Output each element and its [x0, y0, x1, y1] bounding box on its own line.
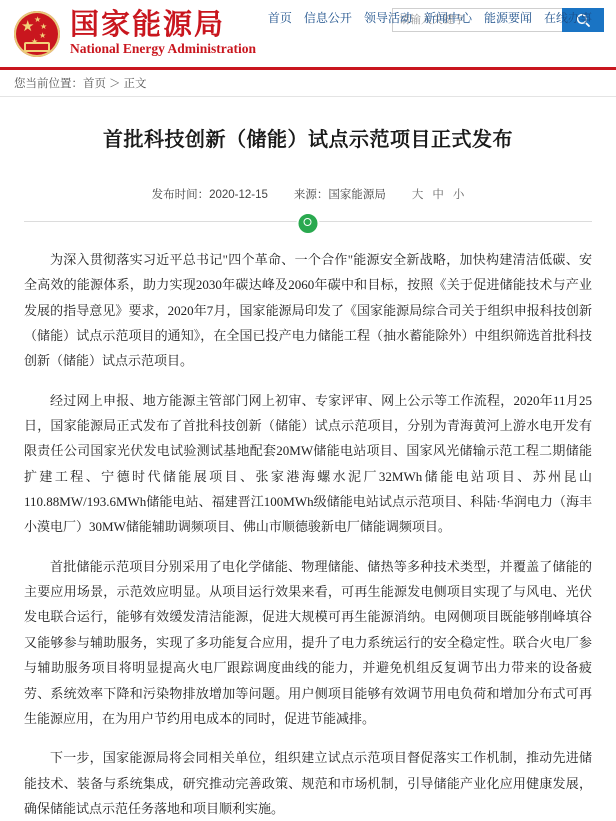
nav-item-energy-news[interactable]: 能源要闻 — [483, 11, 532, 25]
header-right-panel — [267, 8, 604, 32]
publish-date-value: 2020-12-15 — [209, 189, 268, 201]
source-value: 国家能源局 — [328, 189, 386, 201]
nav-item-news-center[interactable]: 新闻中心 — [423, 11, 472, 25]
breadcrumb-item-home[interactable]: 首页 — [83, 78, 106, 90]
nav-item-leader-activities[interactable]: 领导活动 — [363, 11, 412, 25]
emblem-star-1: ★ — [34, 14, 42, 24]
article-paragraph: 首批储能示范项目分别采用了电化学储能、物理储能、储热等多种技术类型，并覆盖了储能的主要应用场景，示范效应明显。从项目运行效果来看，可再生能源发电侧项目实现了与风电、光伏发电联合运行，能够有效缓发清洁能源，促进大规模可再生能源消纳。电网侧项目既能够削峰填谷又能够参与辅助服务，实现了多功能复合应用，提升了电力系统运行的安全稳定性。联合火电厂参与辅助服务项目将明显提高火电厂跟踪调度曲线的能力，并避免机组反复调节出力带来的设备疲劳、系统效率下降和污染物排放增加等问题。用户侧项目能够有效调节用电负荷和增加分布式可再生能源应用，在为用户节约用电成本的同时，促进节能减排。 — [24, 558, 592, 726]
breadcrumb-prefix: 您当前位置： — [14, 78, 83, 90]
publish-date — [152, 186, 268, 202]
article-meta — [24, 186, 592, 202]
source-label: 来源： — [293, 189, 329, 201]
site-header — [0, 0, 616, 70]
emblem-star-4: ★ — [31, 36, 39, 46]
publish-date-label: 发布时间： — [151, 189, 210, 201]
nav-item-info-disclosure[interactable]: 信息公开 — [303, 11, 352, 25]
brand-title-en: National Energy Administration — [70, 40, 257, 56]
article-paragraph: 为深入贯彻落实习近平总书记"四个革命、一个合作"能源安全新战略，加快构建清洁低碳、安全高效的能源体系，助力实现2030年碳达峰及2060年碳中和目标，按照《关于促进储能技术与产业发展的指导意见》要求，2020年7月，国家能源局印发了《国家能源局综合司关于组织申报科技创新（储能）试点示范项目的通知》，在全国已投产电力储能工程（抽水蓄能除外）中组织筛选首批科技创新（储能）试点示范项目。 — [24, 252, 592, 369]
breadcrumb-item-article: 正文 — [123, 78, 147, 90]
font-size-medium-button[interactable]: 中 — [432, 189, 444, 201]
breadcrumb-separator: ＞ — [109, 78, 121, 90]
article-paragraph: 经过网上申报、地方能源主管部门网上初审、专家评审、网上公示等工作流程，2020年11月25日，国家能源局正式发布了首批科技创新（储能）试点示范项目，分别为青海黄河上游水电开发有限责任公司国家光伏发电试验测试基地配套20MW储能电站项目、国家风光储输示范工程二期储能扩建工程、宁德时代储能展项目、张家港海螺水泥厂32MWh储能电站项目、苏州昆山110.88MW/193.6MWh储能电站、福建晋江100MWh级储能电站试点示范项目、科陆·华润电力（海丰小漠电厂）30MW储能辅助调频项目、佛山市顺德骏新电厂储能调频项目。 — [24, 392, 592, 535]
nav-item-online-service[interactable]: 在线办事 — [543, 11, 592, 25]
article-source — [294, 186, 386, 202]
site-brand[interactable] — [70, 10, 256, 58]
font-size-large-button[interactable]: 大 — [411, 189, 424, 201]
brand-title-cn: 国家能源局 — [70, 8, 226, 41]
top-nav — [268, 9, 592, 26]
article-paragraph: 下一步，国家能源局将会同相关单位，组织建立试点示范项目督促落实工作机制，推动先进储能技术、装备与系统集成，研究推动完善政策、规范和市场机制，引导储能产业化应用健康发展，确保储能试点示范任务落地和项目顺利实施。 — [24, 750, 592, 816]
emblem-gear-shape — [24, 42, 50, 52]
national-emblem-icon — [14, 11, 60, 57]
font-size-controls — [412, 186, 465, 202]
font-size-small-button[interactable]: 小 — [452, 189, 465, 201]
breadcrumb — [0, 70, 616, 97]
article-body — [24, 247, 592, 821]
meta-divider-wrap — [24, 211, 592, 231]
emblem-star-3: ★ — [39, 30, 47, 40]
share-badge-icon[interactable] — [297, 212, 320, 235]
nav-item-home[interactable]: 首页 — [267, 11, 292, 25]
emblem-star-large: ★ — [21, 17, 35, 35]
article — [0, 123, 616, 821]
page-title: 首批科技创新（储能）试点示范项目正式发布 — [103, 129, 513, 151]
emblem-star-2: ★ — [40, 21, 48, 31]
